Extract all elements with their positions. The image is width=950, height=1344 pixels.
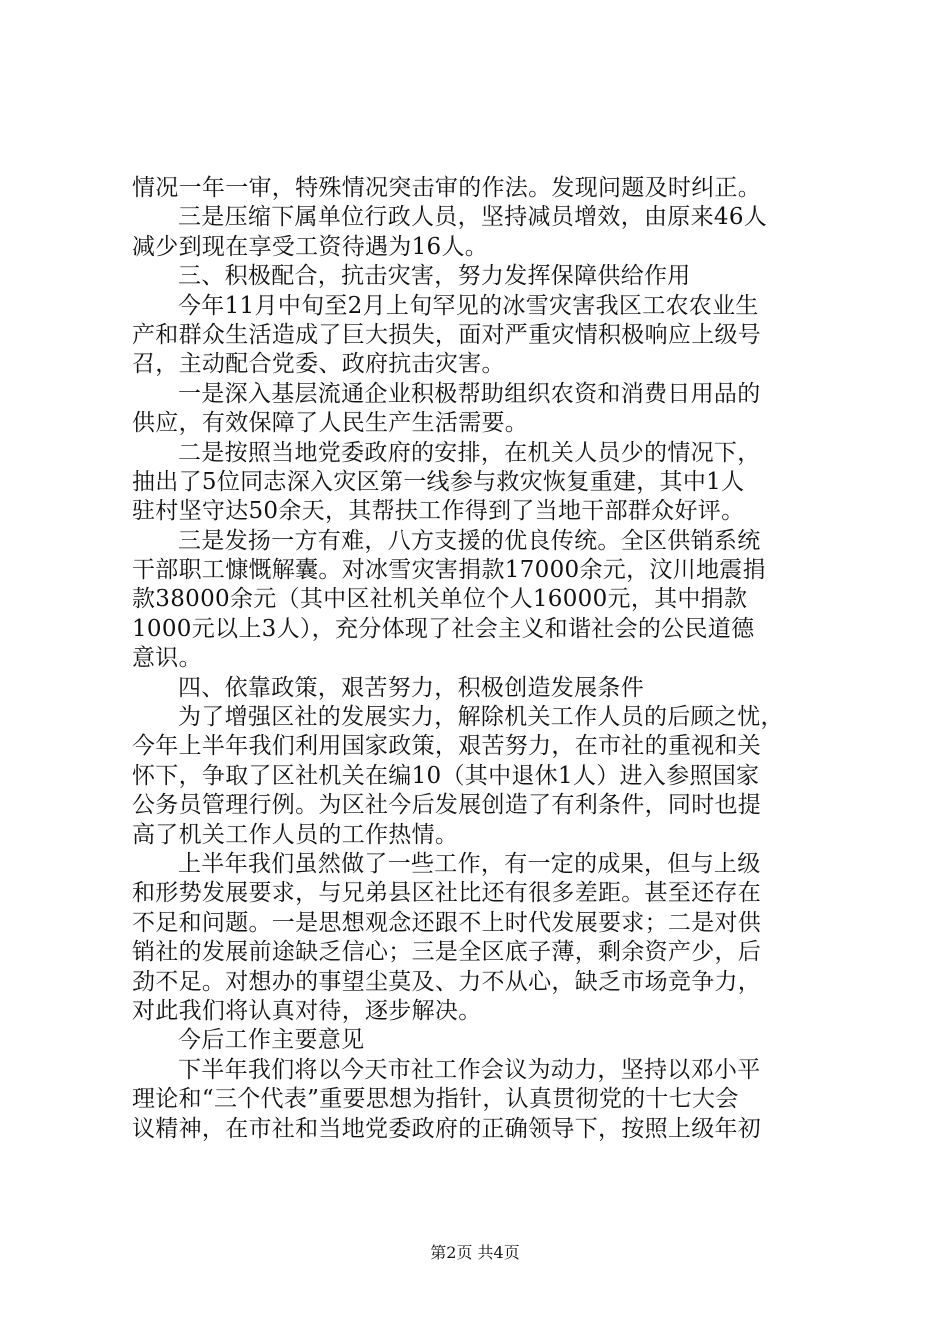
text-line: 二是按照当地党委政府的安排，在机关人员少的情况下，	[178, 439, 761, 466]
text-line: 销社的发展前途缺乏信心；三是全区底子薄，剩余资产少，后	[132, 939, 762, 966]
text-line: 今年11月中旬至2月上旬罕见的冰雪灾害我区工农农业生	[178, 292, 759, 319]
text-line: 下半年我们将以今天市社工作会议为动力，坚持以邓小平	[178, 1056, 761, 1083]
text-line: 对此我们将认真对待，逐步解决。	[132, 997, 482, 1024]
text-line: 抽出了5位同志深入灾区第一线参与救灾恢复重建，其中1人	[132, 468, 745, 495]
text-line: 怀下，争取了区社机关在编10（其中退休1人）进入参照国家	[132, 762, 760, 789]
text-line: 驻村坚守达50余天，其帮扶工作得到了当地干部群众好评。	[132, 498, 745, 525]
text-line: 上半年我们虽然做了一些工作，有一定的成果，但与上级	[178, 850, 761, 877]
text-line: 今年上半年我们利用国家政策，艰苦努力，在市社的重视和关	[132, 733, 762, 760]
text-line: 干部职工慷慨解囊。对冰雪灾害捐款17000余元，汶川地震捐	[132, 557, 766, 584]
text-line: 三是压缩下属单位行政人员，坚持减员增效，由原来46人	[178, 204, 768, 231]
text-line: 议精神，在市社和当地党委政府的正确领导下，按照上级年初	[132, 1115, 762, 1142]
text-line: 为了增强区社的发展实力，解除机关工作人员的后顾之忧，	[178, 704, 784, 731]
text-line: 一是深入基层流通企业积极帮助组织农资和消费日用品的	[178, 380, 761, 407]
text-line: 高了机关工作人员的工作热情。	[132, 821, 459, 848]
document-body	[132, 174, 832, 1144]
text-line: 情况一年一审，特殊情况突击审的作法。发现问题及时纠正。	[132, 175, 762, 201]
text-line: 四、依靠政策，艰苦努力，积极创造发展条件	[178, 674, 644, 701]
text-line: 理论和“三个代表”重要思想为指针，认真贯彻党的十七大会	[132, 1086, 739, 1113]
text-line: 公务员管理行例。为区社今后发展创造了有利条件，同时也提	[132, 792, 762, 819]
text-line: 劲不足。对想办的事望尘莫及、力不从心，缺乏市场竞争力，	[132, 968, 762, 995]
text-line: 三是发扬一方有难，八方支援的优良传统。全区供销系统	[178, 527, 761, 554]
text-line: 三、积极配合，抗击灾害，努力发挥保障供给作用	[178, 263, 691, 290]
text-line: 产和群众生活造成了巨大损失，面对严重灾情积极响应上级号	[132, 321, 762, 348]
text-line: 不足和问题。一是思想观念还跟不上时代发展要求；二是对供	[132, 909, 762, 936]
page-footer: 第2页 共4页	[430, 1243, 520, 1262]
text-line: 意识。	[132, 645, 202, 672]
text-line: 款38000余元（其中区社机关单位个人16000元，其中捐款	[132, 586, 748, 613]
text-line: 和形势发展要求，与兄弟县区社比还有很多差距。甚至还存在	[132, 880, 762, 907]
text-line: 减少到现在享受工资待遇为16人。	[132, 233, 489, 260]
text-line: 召，主动配合党委、政府抗击灾害。	[132, 351, 505, 378]
text-line: 今后工作主要意见	[178, 1027, 365, 1054]
text-line: 供应，有效保障了人民生产生活需要。	[132, 410, 529, 437]
text-line: 1000元以上3人），充分体现了社会主义和谐社会的公民道德	[132, 615, 755, 642]
